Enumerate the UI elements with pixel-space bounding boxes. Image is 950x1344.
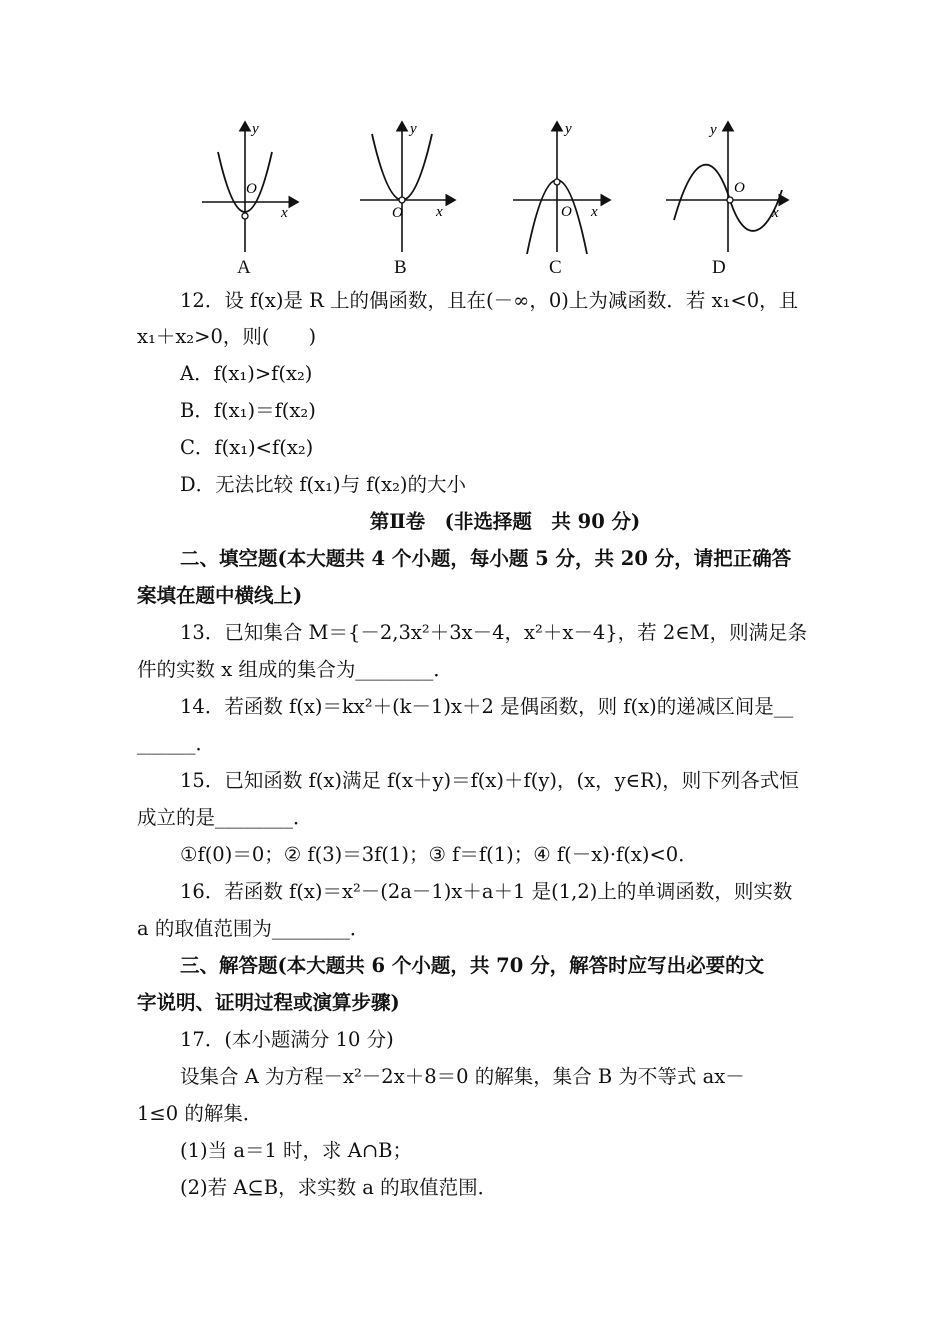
intercept-point xyxy=(242,213,248,219)
q12-option-c: C．f(x₁)<f(x₂) xyxy=(180,436,314,459)
q14-line-1: 14．若函数 f(x)＝kx²＋(k－1)x＋2 是偶函数，则 f(x)的递减区间是__ xyxy=(180,695,794,718)
q12-line-2: x₁＋x₂>0，则( ) xyxy=(137,325,317,348)
intercept-point xyxy=(554,179,560,185)
svg-text:O: O xyxy=(561,204,572,220)
svg-text:O: O xyxy=(392,205,403,221)
section-3-heading-line-2: 字说明、证明过程或演算步骤) xyxy=(137,991,400,1014)
svg-text:y: y xyxy=(710,122,717,138)
origin-point xyxy=(399,197,405,203)
q16-line-1: 16．若函数 f(x)＝x²－(2a－1)x＋a＋1 是(1,2)上的单调函数，则实数 xyxy=(180,880,793,903)
q17-line-2: 1≤0 的解集． xyxy=(137,1102,263,1125)
q15-line-1: 15．已知函数 f(x)满足 f(x＋y)＝f(x)＋f(y)，(x，y∈R)，则下列各式恒 xyxy=(180,769,799,792)
graph-label-a: A xyxy=(237,257,251,278)
q14-line-2: ______． xyxy=(137,732,216,755)
graph-c xyxy=(505,112,655,282)
svg-text:O: O xyxy=(734,180,745,196)
q12-option-d: D．无法比较 f(x₁)与 f(x₂)的大小 xyxy=(180,473,467,496)
graph-label-b: B xyxy=(394,257,407,278)
graph-label-d: D xyxy=(712,257,726,278)
part-2-heading: 第Ⅱ卷 (非选择题 共 90 分) xyxy=(369,510,641,533)
svg-text:x: x xyxy=(772,205,779,221)
q16-line-2: a 的取值范围为________． xyxy=(137,917,370,940)
svg-text:O: O xyxy=(246,181,257,197)
q12-option-b: B．f(x₁)＝f(x₂) xyxy=(180,399,316,422)
graph-b xyxy=(350,112,500,282)
origin-point xyxy=(727,197,733,203)
q17-line-1: 设集合 A 为方程－x²－2x＋8＝0 的解集，集合 B 为不等式 ax－ xyxy=(180,1065,745,1088)
q17-part-1: (1)当 a＝1 时，求 A∩B； xyxy=(180,1139,413,1162)
section-3-heading-line-1: 三、解答题(本大题共 6 个小题，共 70 分，解答时应写出必要的文 xyxy=(180,954,765,977)
q17-part-2: (2)若 A⊆B，求实数 a 的取值范围． xyxy=(180,1176,498,1199)
q13-line-1: 13．已知集合 M＝{－2,3x²＋3x－4，x²＋x－4}，若 2∈M，则满足条 xyxy=(180,621,808,644)
graph-d xyxy=(660,112,810,282)
svg-text:x: x xyxy=(591,204,598,220)
function-graphs-figure xyxy=(190,112,810,282)
svg-text:y: y xyxy=(252,121,259,137)
graph-a xyxy=(190,112,340,282)
section-2-heading-line-1: 二、填空题(本大题共 4 个小题，每小题 5 分，共 20 分，请把正确答 xyxy=(180,547,792,570)
q12-line-1: 12．设 f(x)是 R 上的偶函数，且在(－∞，0)上为减函数．若 x₁<0，且 xyxy=(180,289,799,312)
q15-options: ①f(0)＝0；② f(3)＝3f(1)；③ f＝f(1)；④ f(－x)·f(x)<0． xyxy=(180,843,698,866)
svg-text:y: y xyxy=(410,121,417,137)
q15-line-2: 成立的是________． xyxy=(137,806,313,829)
graph-label-c: C xyxy=(549,257,562,278)
q17-heading: 17．(本小题满分 10 分) xyxy=(180,1028,394,1051)
svg-text:x: x xyxy=(281,205,288,221)
svg-text:x: x xyxy=(436,204,443,220)
q12-option-a: A．f(x₁)>f(x₂) xyxy=(180,362,313,385)
section-2-heading-line-2: 案填在题中横线上) xyxy=(137,584,303,607)
q13-line-2: 件的实数 x 组成的集合为________． xyxy=(137,658,453,681)
svg-text:y: y xyxy=(565,121,572,137)
